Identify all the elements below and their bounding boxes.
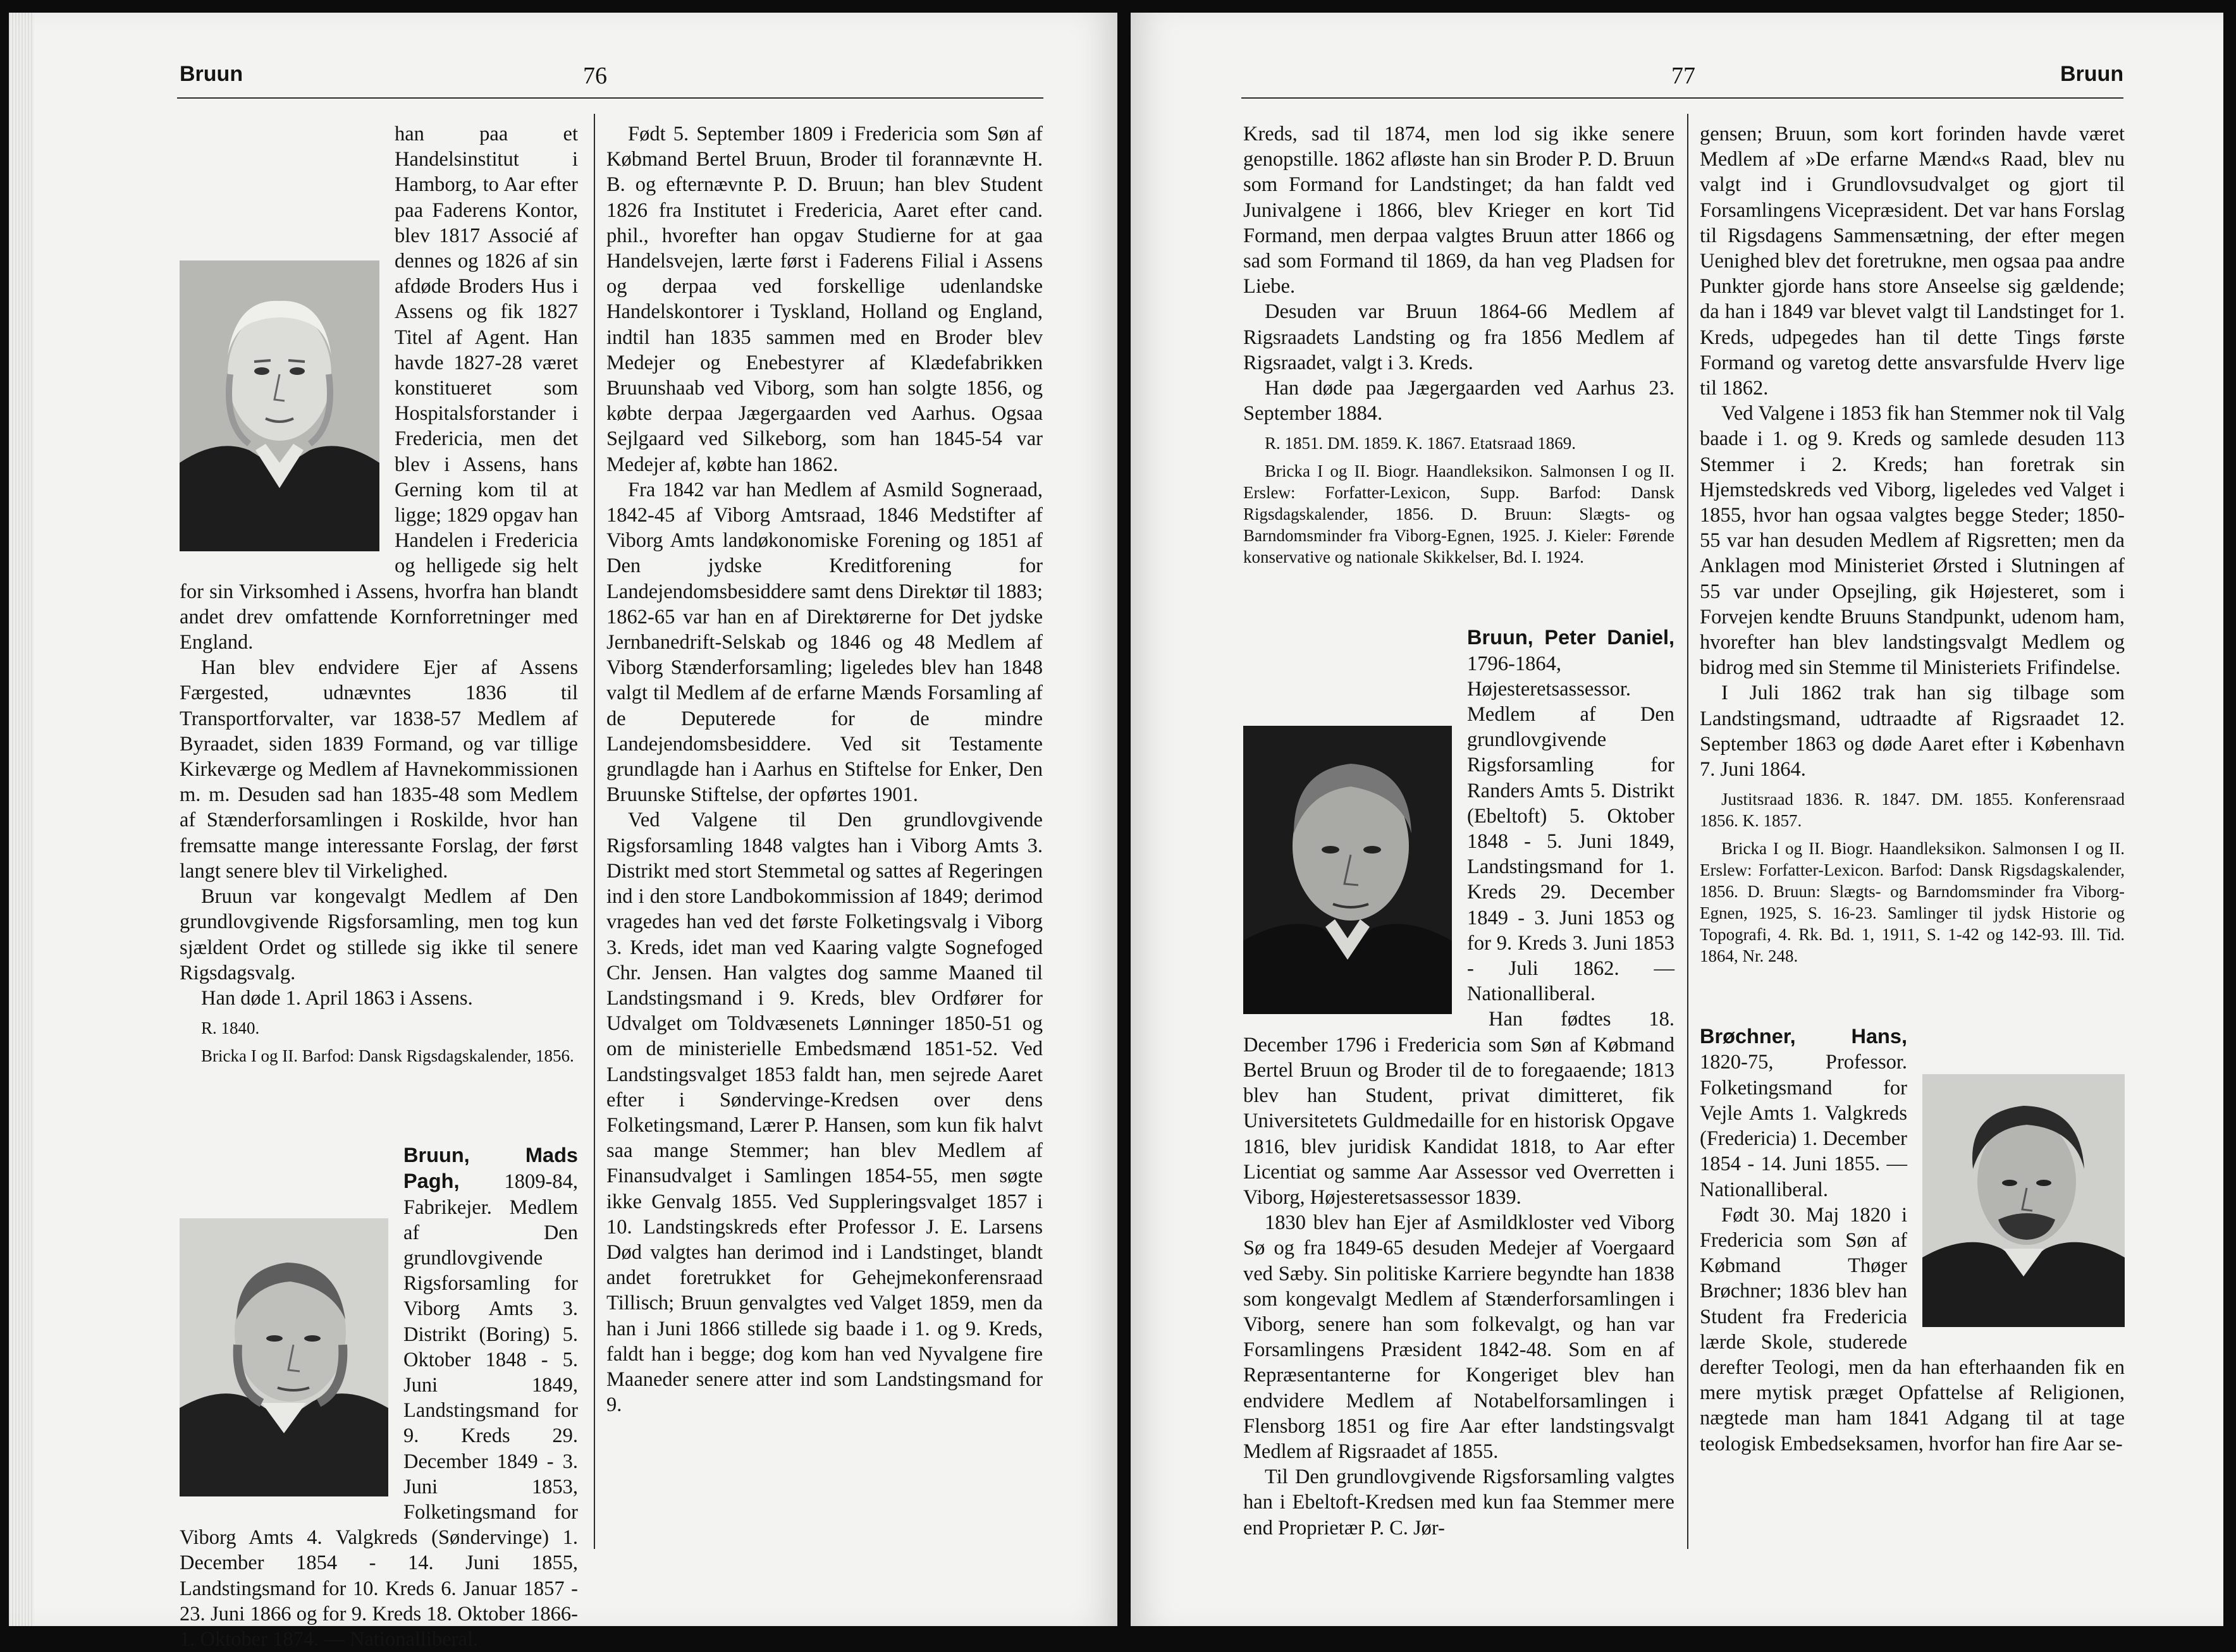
page-number-right: 77 xyxy=(1671,63,1695,89)
running-head-left: Bruun xyxy=(180,62,243,86)
column-rule-left xyxy=(594,114,595,1549)
paragraph: Han døde 1. April 1863 i Assens. xyxy=(201,986,473,1010)
paragraph: Født 30. Maj 1820 i Fredericia som Søn af Købmand Thøger Brøchner; 1836 blev han Student fra Fredericia lærde Skole, studerede derefter Teologi, men da han efterhaanden fik en mere mytisk præget Opfattelse af Religionen, nægtede man ham 1841 Adgang til at tage teologisk Embedseksamen, hvorfor han fire Aar se- xyxy=(1700,1203,2125,1455)
entry-heading xyxy=(1243,625,1674,1006)
paragraph: Fra 1842 var han Medlem af Asmild Sogneraad, 1842-45 af Viborg Amtsraad, 1846 Medstifter af Viborg Amts landøkonomiske Forening og 1851 af Den jydske Kreditforening for Landejendomsbesiddere samt dens Direktør til 1883; 1862-65 var han en af Direktørerne for Det jydske Jernbanedrift-Selskab og 1846 og 48 Medlem af Viborg Stænderforsamling; ligeledes blev han 1848 valgt til Medlem af de erfarne Mænds Forsamling af de Deputerede for de mindre Landejendomsbesiddere. Ved sit Testamente grundlagde han i Aarhus en Stiftelse for Enker, Den Bruunske Stiftelse, der opførtes 1901. xyxy=(606,478,1043,807)
sources-line: Bricka I og II. Biogr. Haandleksikon. Salmonsen I og II. Erslew: Forfatter-Lexicon, Supp. Barfod: Dansk Rigsdagskalender, 1856. D. Bruun: Slægts- og Barndomsminder fra Viborg-Egnen, 1925. J. Kieler: Førende konservative og nationale Skikkelser, Bd. I. 1924. xyxy=(1243,462,1674,567)
portrait-peter-daniel-bruun xyxy=(1243,726,1452,1014)
entry-heading xyxy=(180,1142,578,1652)
paragraph: 1830 blev han Ejer af Asmildkloster ved Viborg Sø og fra 1849-65 desuden Medejer af Voergaard ved Sæby. Sin politiske Karriere begyndte han 1838 som kongevalgt Medlem af Stænderforsamlingen i Viborg, senere han som folkevalgt, og han var Forsamlingens Præsident 1842-48. Som en af Repræsentanterne for Kongeriget blev han endvidere Medlem af Notabelforsamlingen i Flensborg 1851 og fire Aar efter landstingsvalgt Medlem af Rigsraadet af 1855. xyxy=(1243,1211,1674,1463)
paragraph: Han døde paa Jægergaarden ved Aarhus 23. September 1884. xyxy=(1243,377,1674,425)
entry-gap xyxy=(180,1067,578,1142)
entry-text: 1809-84, Fabrikejer. Medlem af Den grundlovgivende Rigsforsamling for Viborg Amts 3. Distrikt (Boring) 5. Oktober 1848 - 5. Juni 1849, Landstingsmand for 9. Kreds 29. December 1849 - 3. Juni 1853, Folketingsmand for Viborg Amts 4. Valgkreds (Søndervinge) 1. December 1854 - 14. Juni 1855, Landstingsmand for 10. Kreds 6. Januar 1857 - 23. Juni 1866 og for 9. Kreds 18. Oktober 1866-1. Oktober 1874. — Nationalliberal. xyxy=(180,1170,578,1651)
portrait-hans-brochner xyxy=(1922,1074,2125,1327)
left-page xyxy=(9,13,1117,1651)
header-rule-left xyxy=(177,97,1043,99)
entry-gap xyxy=(1243,568,1674,625)
left-page-column-1 xyxy=(180,121,578,1652)
page-number-left: 76 xyxy=(583,63,607,89)
paragraph: Til Den grundlovgivende Rigsforsamling valgtes han i Ebeltoft-Kredsen med kun faa Stemmer mere end Proprietær P. C. Jør- xyxy=(1243,1465,1674,1539)
entry-gap xyxy=(1700,967,2125,1024)
portrait-h-bruun xyxy=(180,260,379,551)
paragraph: Bruun var kongevalgt Medlem af Den grundlovgivende Rigsforsamling, men tog kun sjældent Ordet og stillede sig ikke til senere Rigsdagsvalg. xyxy=(180,885,578,984)
paragraph: I Juli 1862 trak han sig tilbage som Landstingsmand, udtraadte af Rigsraadet 12. September 1863 og døde Aaret efter i København 7. Juni 1864. xyxy=(1700,682,2125,781)
sources-line: Bricka I og II. Barfod: Dansk Rigsdagskalender, 1856. xyxy=(201,1046,574,1066)
orders-line: R. 1840. xyxy=(201,1019,260,1038)
portrait-mads-pagh-bruun xyxy=(180,1218,388,1496)
right-page xyxy=(1131,13,2223,1626)
paragraph: Født 5. September 1809 i Fredericia som Søn af Købmand Bertel Bruun, Broder til forannævnte H. B. og efternævnte P. D. Bruun; han blev Student 1826 fra Institutet i Fredericia, Aaret efter cand. phil., hvorefter han opgav Studierne for at gaa Handelsvejen, lærte først i Faderens Filial i Assens og derpaa ved forskellige udenlandske Handelskontorer i Tyskland, Holland og England, indtil han 1835 sammen med en Broder blev Medejer og Enebestyrer af Klædefabrikken Bruunshaab ved Viborg, som han solgte 1856, og købte derpaa Jægergaarden ved Aarhus. Ogsaa Sejlgaard ved Silkeborg, som han 1845-54 var Medejer af, købte han 1862. xyxy=(606,123,1043,476)
paragraph xyxy=(180,121,578,655)
paragraph: Kreds, sad til 1874, men lod sig ikke senere genopstille. 1862 afløste han sin Broder P. D. Bruun som Formand for Landstinget; da han faldt ved Junivalgene i 1866, blev Krieger en kort Tid Formand, men derpaa valgtes Bruun atter 1866 og sad som Formand til 1869, da han veg Pladsen for Liebe. xyxy=(1243,123,1674,298)
left-page-column-2 xyxy=(606,121,1043,1417)
entry-name-peter-daniel: Bruun, Peter Daniel, xyxy=(1467,626,1674,649)
entry-text: 1820-75, Professor. Folketingsmand for Vejle Amts 1. Valgkreds (Fredericia) 1. December 1854 - 14. Juni 1855. — Nationalliberal. xyxy=(1700,1051,1907,1201)
right-page-column-2 xyxy=(1700,121,2125,1457)
orders-line: Justitsraad 1836. R. 1847. DM. 1855. Konferensraad 1856. K. 1857. xyxy=(1700,790,2125,831)
entry-heading xyxy=(1700,1024,2125,1202)
orders-line: R. 1851. DM. 1859. K. 1867. Etatsraad 1869. xyxy=(1265,434,1576,453)
entry-name-hans-brochner: Brøchner, Hans, xyxy=(1700,1025,1907,1048)
page-edge-shading xyxy=(9,13,34,1626)
header-rule-right xyxy=(1241,97,2123,99)
running-head-right: Bruun xyxy=(2060,62,2124,86)
paragraph: gensen; Bruun, som kort forinden havde været Medlem af »De erfarne Mænd«s Raad, blev nu valgt ind i Grundlovsudvalget og gjort til Forsamlingens Vicepræsident. Det var hans Forslag til Rigsdagens Sammensætning, der efter megen Uenighed blev det foretrukne, men ogsaa paa andre Punkter gjorde hans store Anseelse sig gældende; da han i 1849 var blevet valgt til Landstinget for 1. Kreds, udpegedes han til dette Tings første Formand og varetog dette ansvarsfulde Hverv lige til 1862. xyxy=(1700,123,2125,400)
paragraph: Ved Valgene i 1853 fik han Stemmer nok til Valg baade i 1. og 9. Kreds og samlede desuden 113 Stemmer i 2. Kreds; han foretrak sin Hjemstedskreds ved Viborg, ligeledes ved Valget i 1855, hvor han ogsaa valgtes begge Steder; 1850-55 var han desuden Medlem af Rigsretten; men da Anklagen mod Ministeriet Ørsted i Slutningen af 55 var under Opsejling, gik Højesteret, som i Forvejen kendte Bruuns Standpunkt, udenom ham, hvorefter han blev landstingsvalgt Medlem og bidrog med sin Stemme til Ministeriets Frifindelse. xyxy=(1700,402,2125,680)
paragraph: Han blev endvidere Ejer af Assens Færgested, udnævntes 1836 til Transportforvalter, var 1838-57 Medlem af Byraadet, siden 1839 Formand, og var tillige Kirkeværge og Medlem af Havnekommissionen m. m. Desuden sad han 1835-48 som Medlem af Stænderforsamlingen i Roskilde, hvor han fremsatte mange interessante Forslag, der først langt senere blev til Virkelighed. xyxy=(180,656,578,883)
paragraph: Desuden var Bruun 1864-66 Medlem af Rigsraadets Landsting og fra 1856 Medlem af Rigsraadet, valgt i 3. Kreds. xyxy=(1243,300,1674,374)
entry-name-mads-pagh: Bruun, Mads Pagh, xyxy=(403,1144,578,1193)
column-rule-right xyxy=(1687,114,1688,1549)
paragraph: Han fødtes 18. December 1796 i Fredericia som Søn af Købmand Bertel Bruun og Broder til de to foregaaende; 1813 blev han Student, privat dimitteret, fik Universitetets Guldmedaille for en historisk Opgave 1816, blev juridisk Kandidat 1818, to Aar efter Licentiat og samme Aar Assessor ved Overretten i Viborg, Højesteretsassessor 1839. xyxy=(1243,1008,1674,1209)
paragraph-text: han paa et Handelsinstitut i Hamborg, to Aar efter paa Faderens Kontor, blev 1817 Associé af dennes og 1826 af sin afdøde Broders Hus i Assens og fik 1827 Titel af Agent. Han havde 1827-28 været konstitueret som Hospitalsforstander i Fredericia, men det blev i Assens, hans Gerning kom til at ligge; 1829 opgav han Handelen i Fredericia og helligede sig helt for sin Virksomhed i Assens, hvorfra han blandt andet drev omfattende Kornforretninger med England. xyxy=(180,123,578,654)
right-page-column-1 xyxy=(1243,121,1674,1541)
paragraph: Ved Valgene til Den grundlovgivende Rigsforsamling 1848 valgtes han i Viborg Amts 3. Distrikt med stort Stemmetal og sattes af Regeringen ind i den store Landbokommission af 1849; derimod vragedes han ved det første Folketingsvalg i Viborg 3. Kreds, idet man ved Kaaring valgte Sognefoged Chr. Jensen. Han valgtes dog samme Maaned til Landstingsmand i 9. Kreds, blev Ordfører for Udvalget om Toldvæsenets Lønninger 1850-51 og om de ministerielle Embedsmænd 1851-52. Ved Landstingsvalget 1853 faldt han, men sejrede Aaret efter i Søndervinge-Kredsen over dens Folketingsmand, Lærer P. Hansen, som kun fik halvt saa mange Stemmer; han blev Medlem af Finansudvalget i Samlingen 1854-55, men søgte ikke Genvalg 1855. Ved Suppleringsvalget 1857 i 10. Landstingskreds efter Professor J. E. Larsens Død valgtes han derimod ind i Landstinget, blandt andet foretrukket for Gehejmekonferensraad Tillisch; Bruun genvalgtes ved Valget 1859, men da han i Juni 1866 stillede sig baade i 1. og 9. Kreds, faldt han i begge; dog kom han ved Nyvalgene fire Maaneder senere atter ind som Landstingsmand for 9. xyxy=(606,809,1043,1417)
sources-line: Bricka I og II. Biogr. Haandleksikon. Salmonsen I og II. Erslew: Forfatter-Lexicon. Barfod: Dansk Rigsdagskalender, 1856. D. Bruun: Slægts- og Barndomsminder fra Viborg-Egnen, 1925, S. 16-23. Samlinger til jydsk Historie og Topografi, 4. Rk. Bd. 1, 1911, S. 1-42 og 142-93. Ill. Tid. 1864, Nr. 248. xyxy=(1700,839,2125,966)
entry-text: 1796-1864, Højesteretsassessor. Medlem af Den grundlovgivende Rigsforsamling for Randers Amts 5. Distrikt (Ebeltoft) 5. Oktober 1848 - 5. Juni 1849, Landstingsmand for 1. Kreds 29. December 1849 - 3. Juni 1853 og for 9. Kreds 3. Juni 1853 - Juli 1862. — Nationalliberal. xyxy=(1467,652,1674,1006)
